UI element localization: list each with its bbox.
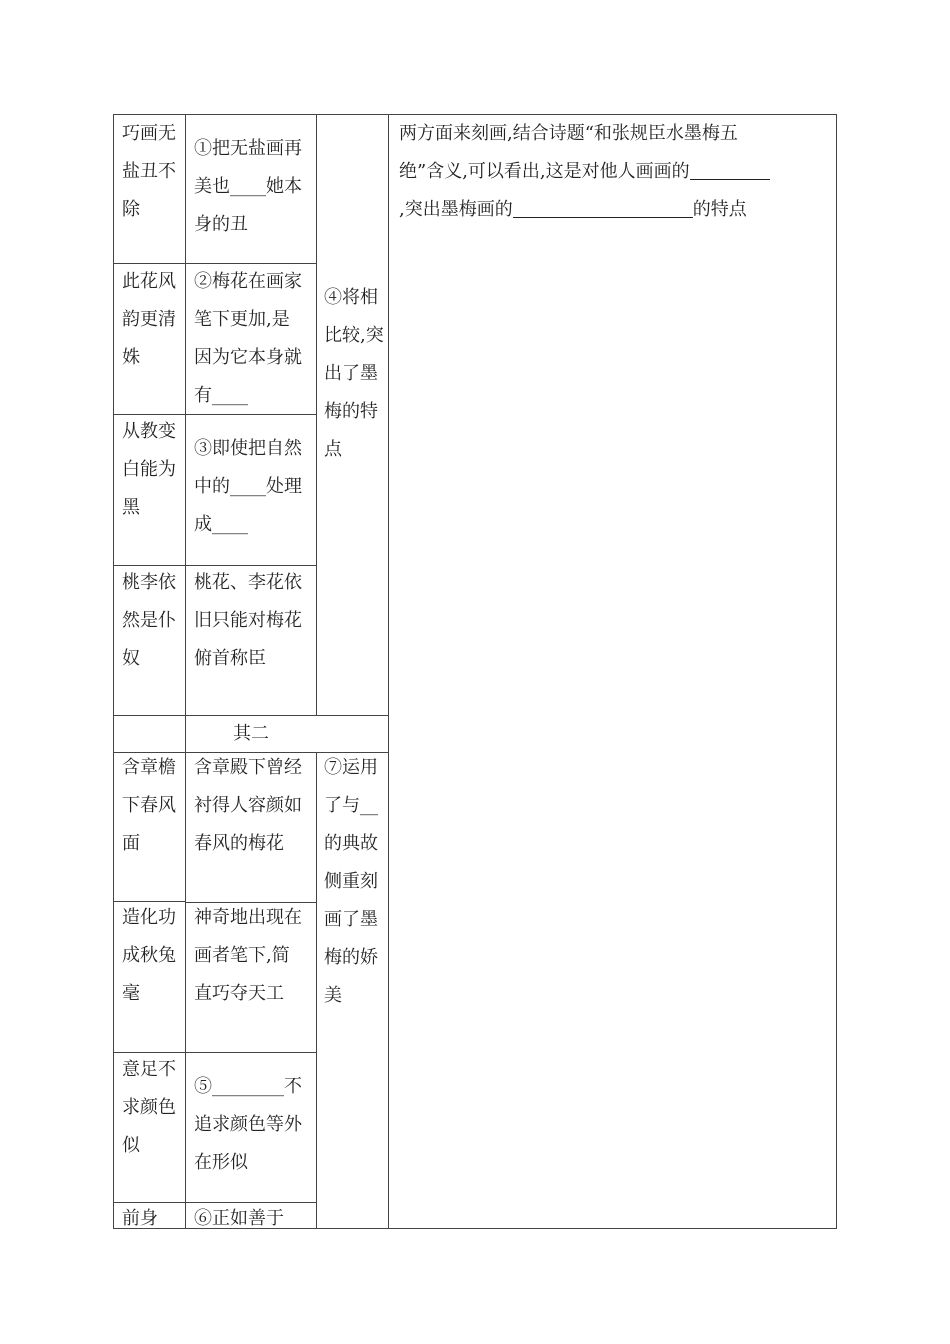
poem-line: 此花风韵更清姝 [122, 271, 176, 368]
analysis-text-segment: 的特点 [692, 199, 747, 220]
poem-explanation: ⑤________不追求颜色等外在形似 [194, 1076, 302, 1173]
answer-blank [513, 199, 693, 218]
poem-line: 巧画无盐丑不除 [122, 123, 176, 220]
answer-blank [690, 161, 770, 180]
column-divider [388, 115, 389, 1229]
poem-analysis-table [113, 114, 837, 1229]
column-divider [316, 115, 317, 715]
analysis-text-segment: 绝”含义,可以看出,这是对他人画画的 [399, 161, 690, 182]
poem-line: 意足不求颜色似 [122, 1059, 176, 1156]
poem-line: 前身 [122, 1208, 158, 1229]
poem-line: 含章檐下春风面 [122, 757, 176, 854]
poem1-summary: ④将相比较,突出了墨梅的特点 [324, 287, 384, 460]
poem-explanation: ②梅花在画家笔下更加,是因为它本身就有____ [194, 271, 302, 406]
column-divider [316, 752, 317, 1229]
poem2-summary: ⑦运用了与__的典故侧重刻画了墨梅的娇美 [324, 757, 378, 1006]
poem-line: 桃李依然是仆奴 [122, 572, 176, 669]
poem-explanation: 神奇地出现在画者笔下,简直巧夺天工 [194, 907, 302, 1004]
poem-explanation: 含章殿下曾经衬得人容颜如春风的梅花 [194, 757, 302, 854]
analysis-text-segment: ,突出墨梅画的 [399, 199, 513, 220]
poem-line: 造化功成秋兔毫 [122, 907, 176, 1004]
analysis-line [399, 153, 829, 191]
poem-explanation: ①把无盐画再美也____她本身的丑 [194, 138, 302, 235]
poem-explanation: ⑥正如善于 [194, 1208, 284, 1229]
poem-explanation: ③即使把自然中的____处理成____ [194, 438, 302, 535]
section-title: 其二 [233, 723, 269, 744]
analysis-line [399, 191, 829, 229]
analysis-text [399, 115, 829, 229]
analysis-line: 两方面来刻画,结合诗题“和张规臣水墨梅五 [399, 123, 738, 144]
poem-explanation: 桃花、李花依旧只能对梅花俯首称臣 [194, 572, 302, 669]
poem-line: 从教变白能为黑 [122, 421, 176, 518]
column-divider [185, 115, 186, 1229]
